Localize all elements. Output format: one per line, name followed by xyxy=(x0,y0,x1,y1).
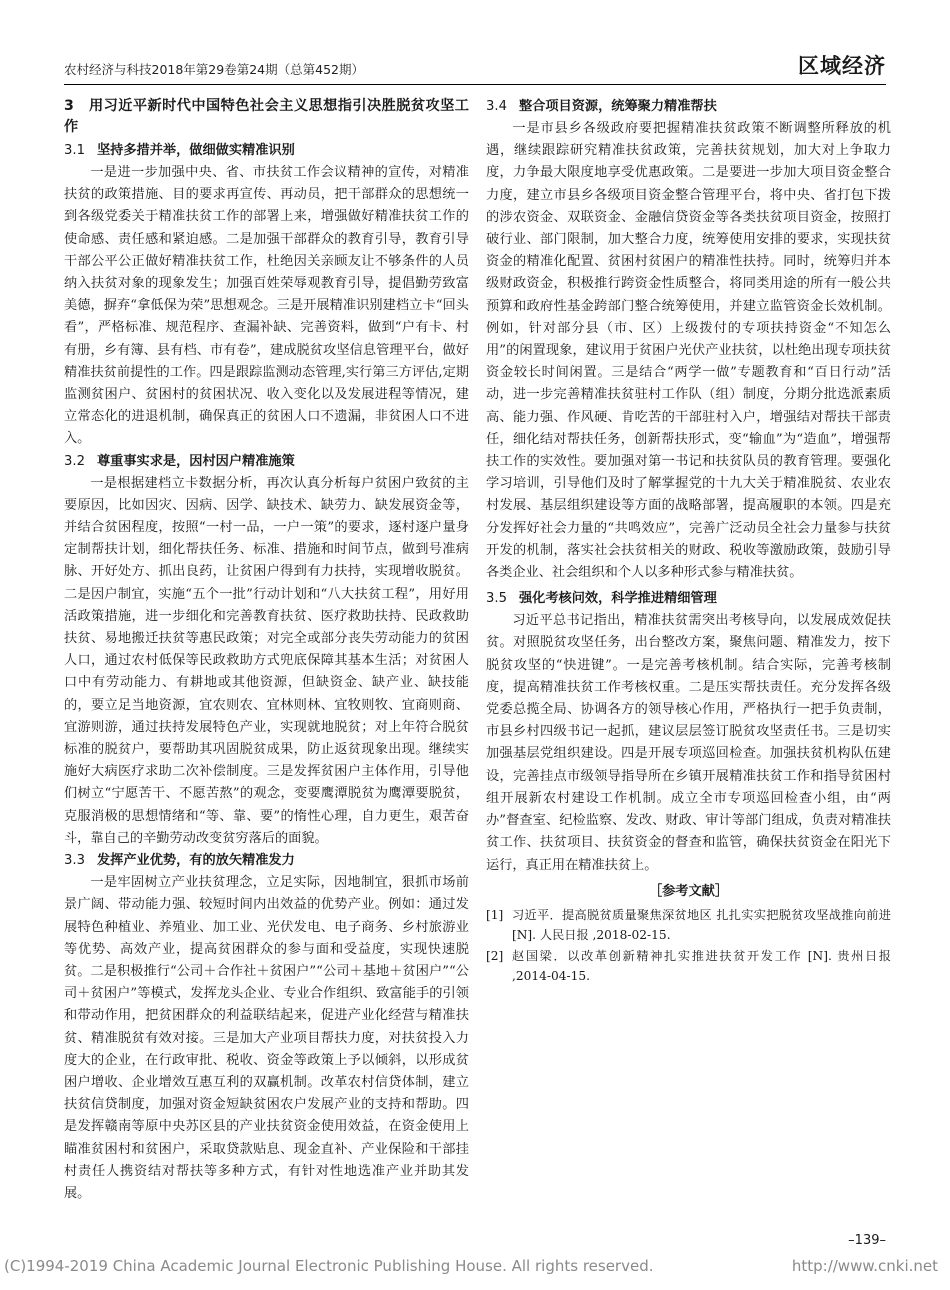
paragraph-3-1: 一是进一步加强中央、省、市扶贫工作会议精神的宣传，对精准扶贫的政策措施、目的要求再宣传、再动员，把干部群众的思想统一到各级党委关于精准扶贫工作的部署上来，增强做好精准扶贫工作的使命感、责任感和紧迫感。二是加强干部群众的教育引导，教育引导干部公平公正做好精准扶贫工作，杜绝因关亲顾友让不够条件的人员纳入扶贫对象的现象发生；加强百姓荣辱观教育引导，提倡勤劳致富美德，摒弃“拿低保为荣”思想观念。三是开展精准识别建档立卡“回头看”，严格标准、规范程序、查漏补缺、完善资料，做到“户有卡、村有册，乡有簿、县有档、市有卷”，建成脱贫攻坚信息管理平台，做好精准扶贫前提性的工作。四是跟踪监测动态管理,实行第三方评估,定期监测贫困户、贫困村的贫困状况、收入变化以及发展进程等情况，建立常态化的进退机制，确保真正的贫困人口不遗漏，非贫困人口不进入。 xyxy=(64,165,469,447)
subsection-3-4-heading xyxy=(486,96,891,118)
subsection-3-5-heading xyxy=(486,588,891,610)
header-rule xyxy=(64,84,886,85)
footer-url[interactable]: http://www.cnki.net xyxy=(791,1257,938,1275)
subsection-3-3-heading xyxy=(64,850,469,872)
subsection-title: 整合项目资源，统筹聚力精准帮扶 xyxy=(518,99,717,114)
left-column xyxy=(64,96,469,1205)
reference-item xyxy=(486,946,891,987)
page-number: –139– xyxy=(848,1233,886,1248)
subsection-title: 尊重事实求是，因村因户精准施策 xyxy=(96,453,295,469)
subsection-title: 强化考核问效，科学推进精细管理 xyxy=(518,591,717,607)
subsection-title: 坚持多措并举，做细做实精准识别 xyxy=(96,143,295,158)
subsection-number: 3.4 xyxy=(486,99,507,114)
references-heading: ［参考文献］ xyxy=(648,883,729,899)
reference-number: [2] xyxy=(486,948,504,963)
subsection-number: 3.1 xyxy=(64,143,85,158)
reference-text: 赵国梁．以改革创新精神扎实推进扶贫开发工作 [N]. 贵州日报 ,2014-04-15. xyxy=(512,948,891,984)
subsection-number: 3.5 xyxy=(486,591,507,607)
paragraph-3-2: 一是根据建档立卡数据分析，再次认真分析每户贫困户致贫的主要原因，比如因灾、因病、因学、缺技术、缺劳力、缺发展资金等，并结合贫困程度，按照“一村一品，一户一策”的要求，逐村逐户量身定制帮扶计划，细化帮扶任务、标准、措施和时间节点，做到号准病脉、开好处方、抓出良药，让贫困户得到有力扶持，实现增收脱贫。二是因户制宜，实施“五个一批”行动计划和“八大扶贫工程”，用好用活政策措施，进一步细化和完善教育扶贫、医疗救助扶持、民政救助扶贫、易地搬迁扶贫等惠民政策；对完全或部分丧失劳动能力的贫困人口，通过农村低保等民政救助方式兜底保障其基本生活；对贫困人口中有劳动能力、有耕地或其他资源，但缺资金、缺产业、缺技能的，要立足当地资源，宜农则农、宜林则林、宜牧则牧、宜商则商、宜游则游，通过扶持发展特色产业，实现就地脱贫；对上年符合脱贫标准的脱贫户，要帮助其巩固脱贫成果，防止返贫现象出现。继续实施好大病医疗求助二次补偿制度。三是发挥贫困户主体作用，引导他们树立“宁愿苦干、不愿苦熬”的观念，变要鹰潭脱贫为鹰潭要脱贫，克服消极的思想情绪和“等、靠、要”的惰性心理，自力更生，艰苦奋斗，靠自己的辛勤劳动改变贫穷落后的面貌。 xyxy=(64,475,469,846)
right-column xyxy=(486,96,891,987)
reference-number: [1] xyxy=(486,907,504,922)
paragraph-3-3: 一是牢固树立产业扶贫理念，立足实际，因地制宜，狠抓市场前景广阔、带动能力强、较短时间内出效益的优势产业。例如：通过发展特色种植业、养殖业、加工业、光伏发电、电子商务、乡村旅游业等优势、高效产业，提高贫困群众的参与面和受益度，实现快速脱贫。二是积极推行“公司＋合作社＋贫困户”“公司＋基地＋贫困户”“公司＋贫困户”等模式，发挥龙头企业、专业合作组织、致富能手的引领和带动作用，把贫困群众的利益联结起来，促进产业化经营与精准扶贫、精准脱贫有效对接。三是加大产业项目帮扶力度，对扶贫投入力度大的企业，在行政审批、税收、资金等政策上予以倾斜，以形成贫困户增收、企业增效互惠互利的双赢机制。改革农村信贷体制，建立扶贫信贷制度，加强对资金短缺贫困农户发展产业的支持和帮助。四是发挥赣南等原中央苏区县的产业扶贫资金使用效益，在资金使用上瞄准贫困村和贫困户，采取贷款贴息、现金直补、产业保险和干部挂村责任人携资结对帮扶等多种方式，有针对性地选准产业并助其发展。 xyxy=(64,875,469,1201)
running-header-section: 区域经济 xyxy=(798,54,886,78)
paragraph-3-4: 一是市县乡各级政府要把握精准扶贫政策不断调整所释放的机遇，继续跟踪研究精准扶贫政策，完善扶贫规划，加大对上争取力度，力争最大限度地享受优惠政策。二是要进一步加大项目资金整合力度，建立市县乡各级项目资金整合管理平台，将中央、省打包下拨的涉农资金、双联资金、金融信贷资金等各类扶贫项目资金，按照打破行业、部门限制，加大整合力度，统筹使用安排的要求，实现扶贫资金的精准化配置、贫困村贫困户的精准性扶持。同时，统筹归并本级财政资金，积极推行跨资金性质整合，将同类用途的所有一般公共预算和政府性基金跨部门整合统筹使用，并建立监管资金长效机制。例如，针对部分县（市、区）上级拨付的专项扶持资金“不知怎么用”的闲置现象，建议用于贫困户光伏产业扶贫，以杜绝出现专项扶贫资金较长时间闲置。三是结合“两学一做”专题教育和“百日行动”活动，进一步完善精准扶贫驻村工作队（组）制度，分期分批选派素质高、能力强、作风硬、肯吃苦的干部驻村入户，增强结对帮扶干部责任，细化结对帮扶任务，创新帮扶形式，变“输血”为“造血”，增强帮扶工作的实效性。要加强对第一书记和扶贫队员的教育管理。要强化学习培训，引导他们及时了解掌握党的十九大关于精准脱贫、农业农村发展、基层组织建设等方面的战略部署，提高履职的本领。四是充分发挥好社会力量的“共鸣效应”，完善广泛动员全社会力量参与扶贫开发的机制，落实社会扶贫相关的财政、税收等激励政策，鼓励引导各类企业、社会组织和个人以多种形式参与精准扶贫。 xyxy=(486,121,891,581)
subsection-number: 3.3 xyxy=(64,853,85,869)
section-3-heading: 3 用习近平新时代中国特色社会主义思想指引决胜脱贫攻坚工作 xyxy=(64,98,469,135)
running-header-journal: 农村经济与科技2018年第29卷第24期（总第452期） xyxy=(64,62,364,77)
subsection-title: 发挥产业优势，有的放矢精准发力 xyxy=(96,853,295,869)
subsection-3-2-heading xyxy=(64,451,469,473)
footer-copyright: (C)1994-2019 China Academic Journal Electronic Publishing House. All rights reserved. xyxy=(4,1257,654,1275)
reference-item xyxy=(486,905,891,946)
paragraph-3-5: 习近平总书记指出，精准扶贫需突出考核导向，以发展成效促扶贫。对照脱贫攻坚任务，出台整改方案，聚焦问题、精准发力，按下脱贫攻坚的“快进键”。一是完善考核机制。结合实际，完善考核制度，提高精准扶贫工作考核权重。二是压实帮扶责任。充分发挥各级党委总揽全局、协调各方的领导核心作用，严格执行一把手负责制，市县乡村四级书记一起抓，建议层层签订脱贫攻坚责任书。三是切实加强基层党组织建设。四是开展专项巡回检查。加强扶贫机构队伍建设，完善挂点市级领导指导所在乡镇开展精准扶贫工作和指导贫困村组开展新农村建设工作机制。成立全市专项巡回检查小组，由“两办”督查室、纪检监察、发改、财政、审计等部门组成，负责对精准扶贫工作、扶贫项目、扶贫资金的督查和监管，确保扶贫资金在阳光下运行，真正用在精准扶贫上。 xyxy=(486,613,891,873)
subsection-3-1-heading xyxy=(64,140,469,162)
subsection-number: 3.2 xyxy=(64,453,85,469)
reference-text: 习近平．提高脱贫质量聚焦深贫地区 扎扎实实把脱贫攻坚战推向前进 [N]. 人民日报 ,2018-02-15. xyxy=(512,907,891,943)
